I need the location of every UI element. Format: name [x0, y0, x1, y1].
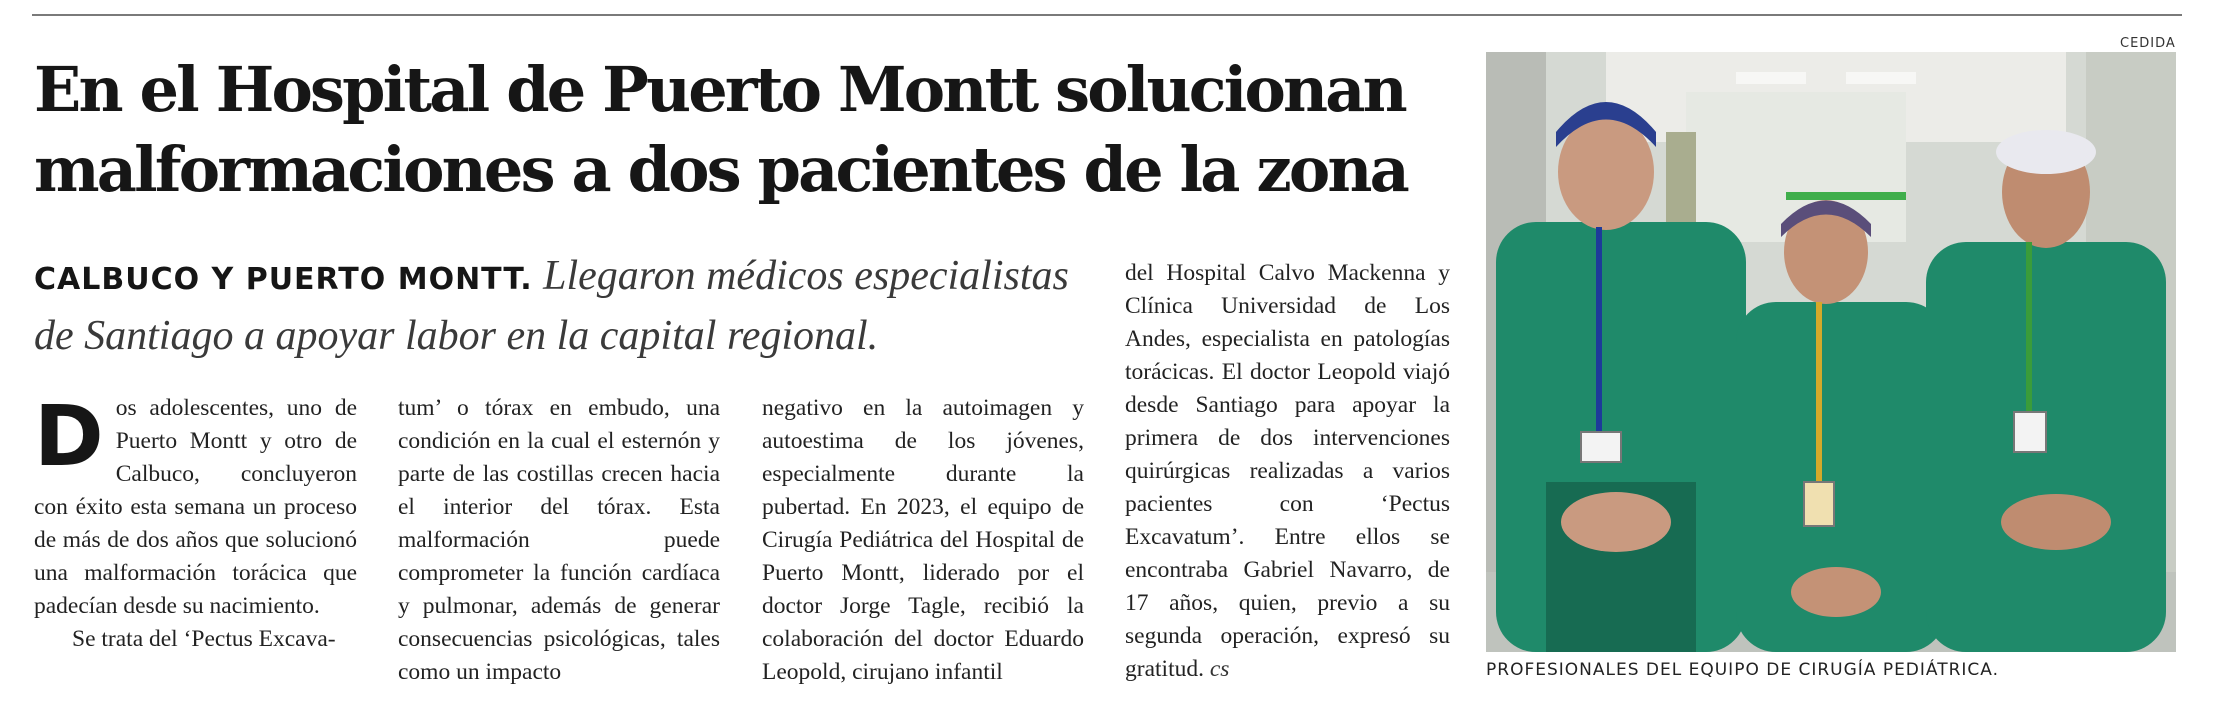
body-column-2 — [398, 392, 720, 689]
article-photo — [1486, 52, 2176, 652]
photo-credit: CEDIDA — [2120, 36, 2176, 51]
headline-line-2: malformaciones a dos pacientes de la zona — [34, 133, 1408, 206]
body-paragraph-2: Se trata del ‘Pectus Excava- — [72, 626, 336, 652]
body-column-3 — [762, 392, 1084, 689]
body-column-4 — [1125, 257, 1450, 686]
drop-cap: D — [34, 387, 104, 485]
end-mark: cs — [1209, 656, 1230, 682]
subhead: Llegaron médicos especialistas de Santiago a apoyar labor en la capital regional. — [34, 253, 1069, 359]
photo-caption: PROFESIONALES DEL EQUIPO DE CIRUGÍA PEDIÁTRICA. — [1486, 660, 2000, 680]
headline — [34, 50, 1454, 210]
body-column-1 — [34, 387, 357, 656]
body-paragraph-1: os adolescentes, uno de Puerto Montt y otro de Calbuco, concluyeron con éxito esta semana un proceso de más de dos años que solucionó una malformación torácica que padecían desde su nacimiento. — [34, 395, 357, 619]
body-column-4-text: del Hospital Calvo Mackenna y Clínica Universidad de Los Andes, especialista en patologías torácicas. El doctor Leopold viajó desde Santiago para apoyar la primera de dos intervenciones quirúrgicas realizadas a varios pacientes con ‘Pectus Excavatum’. Entre ellos se encontraba Gabriel Navarro, de 17 años, quien, previo a su segunda operación, expresó su gratitud. — [1125, 260, 1450, 682]
headline-line-1: En el Hospital de Puerto Montt solucionan — [34, 53, 1405, 126]
kicker: CALBUCO Y PUERTO MONTT. — [34, 262, 533, 297]
photo-illustration — [1486, 52, 2176, 652]
body-column-3-text: negativo en la autoimagen y autoestima de los jóvenes, especialmente durante la pubertad. En 2023, el equipo de Cirugía Pediátrica del Hospital de Puerto Montt, liderado por el doctor Jorge Tagle, recibió la colaboración del doctor Eduardo Leopold, cirujano infantil — [762, 395, 1084, 685]
body-column-2-text: tum’ o tórax en embudo, una condición en la cual el esternón y parte de las costillas crecen hacia el interior del tórax. Esta malformación puede comprometer la función cardíaca y pulmonar, además de generar consecuencias psicológicas, tales como un impacto — [398, 395, 720, 685]
subhead-block — [34, 248, 1094, 364]
top-rule — [32, 14, 2182, 16]
